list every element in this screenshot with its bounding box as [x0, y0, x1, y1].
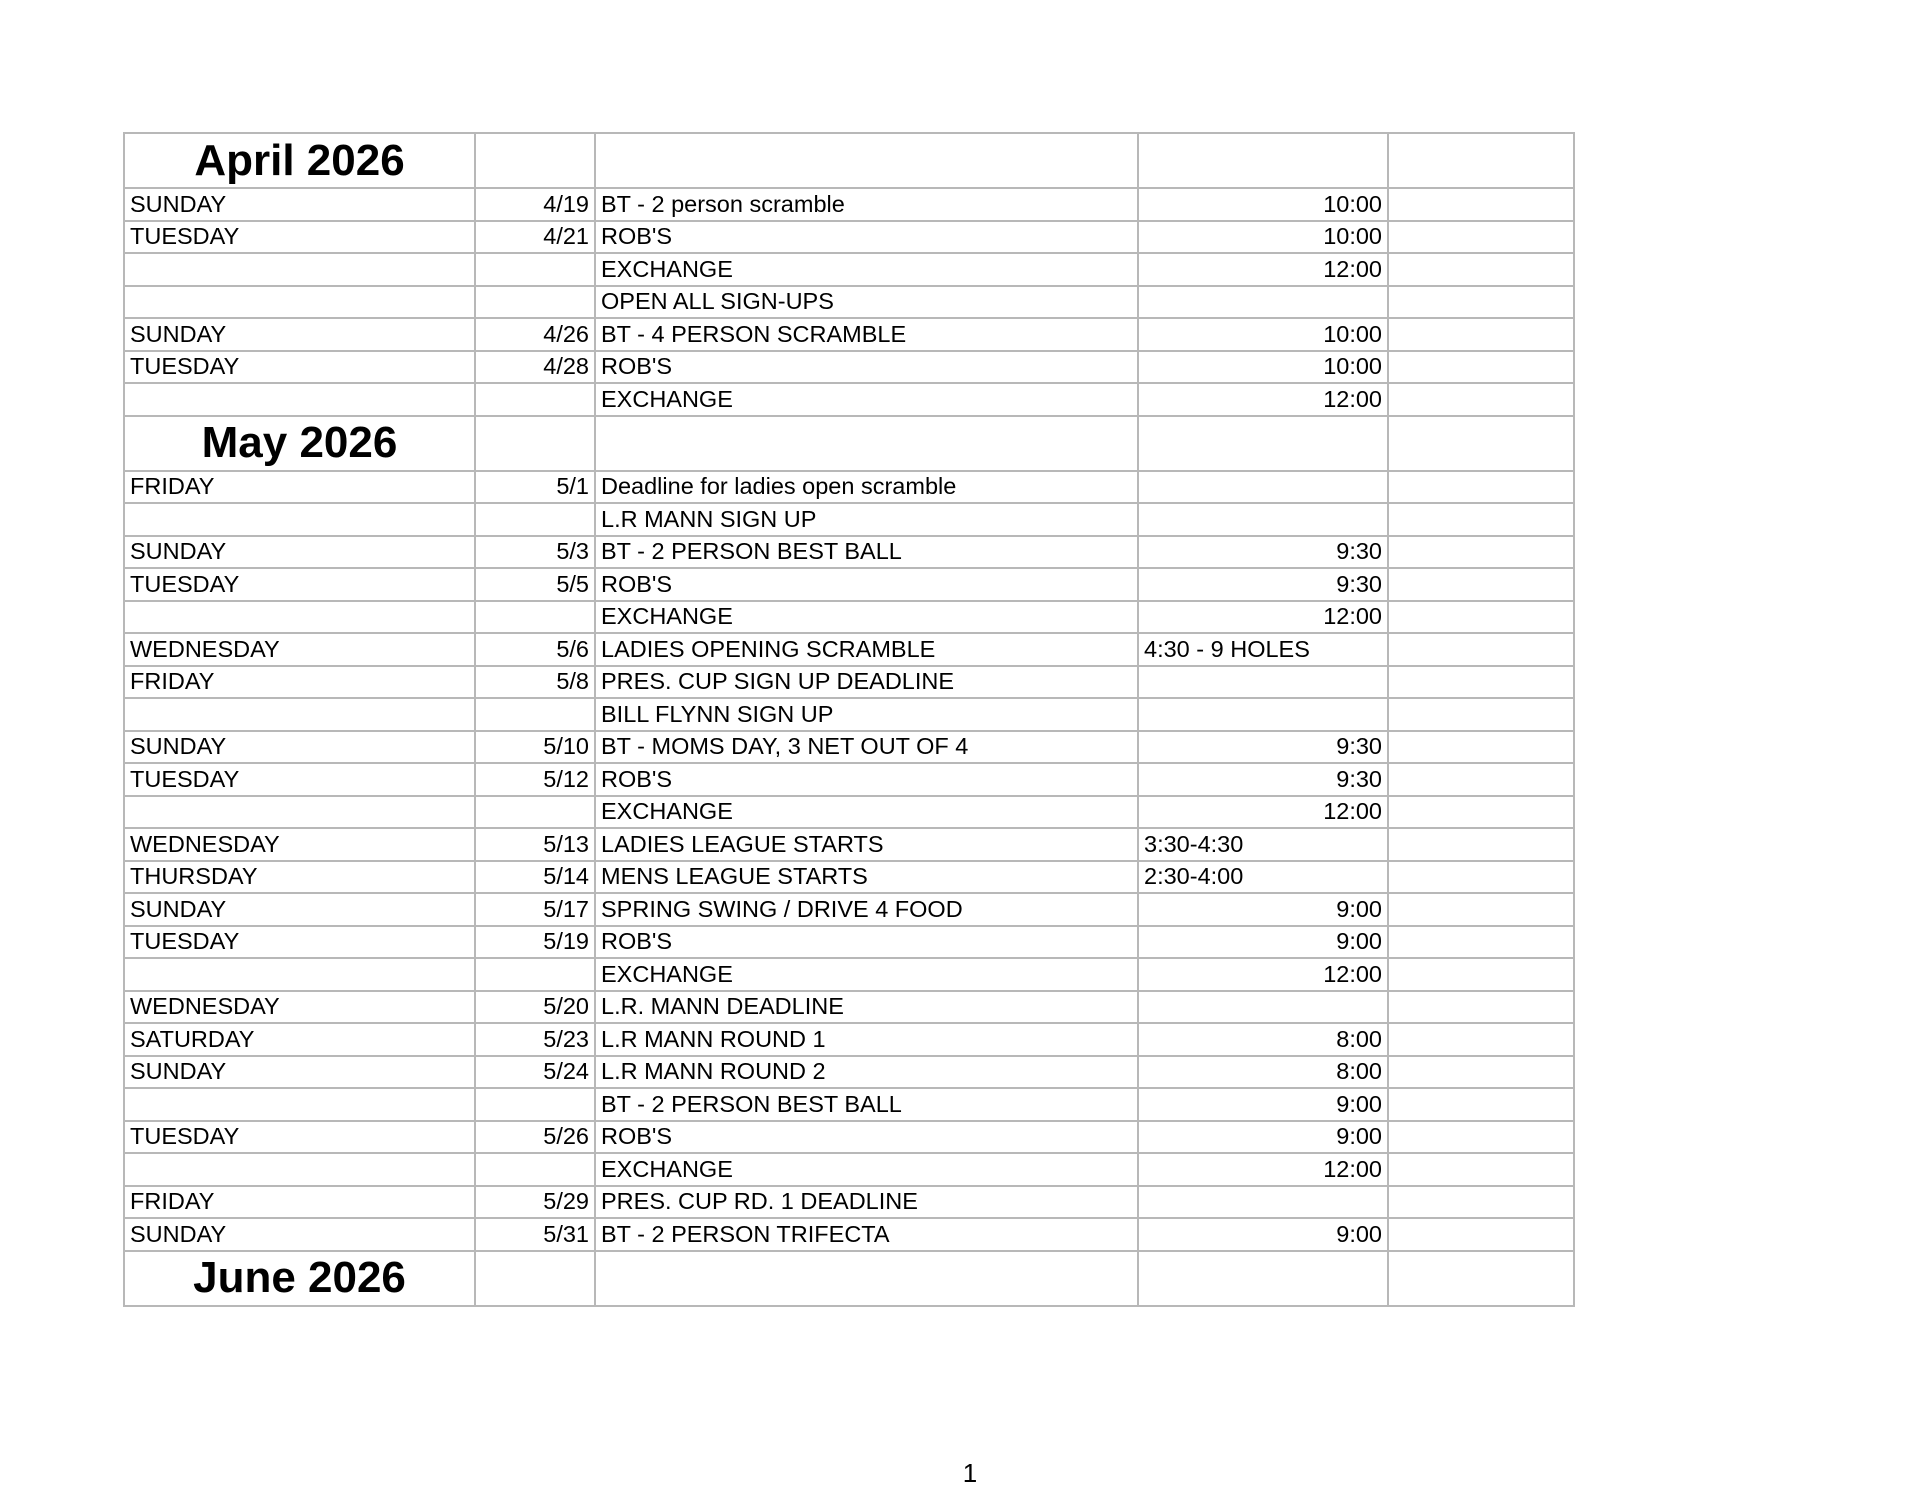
- date-cell: 5/6: [475, 633, 595, 666]
- schedule-row: [124, 1121, 1574, 1154]
- event-cell: OPEN ALL SIGN-UPS: [595, 286, 1138, 319]
- day-cell: FRIDAY: [124, 1186, 475, 1219]
- date-cell: 5/10: [475, 731, 595, 764]
- day-cell: FRIDAY: [124, 666, 475, 699]
- schedule-row: [124, 286, 1574, 319]
- empty-cell: [1388, 568, 1574, 601]
- schedule-row: [124, 1056, 1574, 1089]
- schedule-row: [124, 351, 1574, 384]
- schedule-row: [124, 796, 1574, 829]
- day-cell: [124, 253, 475, 286]
- empty-cell: [1388, 796, 1574, 829]
- time-cell: 3:30-4:30: [1138, 828, 1388, 861]
- month-title: April 2026: [124, 133, 475, 188]
- day-cell: TUESDAY: [124, 221, 475, 254]
- empty-cell: [1388, 828, 1574, 861]
- event-cell: EXCHANGE: [595, 1153, 1138, 1186]
- day-cell: [124, 503, 475, 536]
- schedule-row: [124, 926, 1574, 959]
- event-cell: L.R. MANN DEADLINE: [595, 991, 1138, 1024]
- date-cell: 5/5: [475, 568, 595, 601]
- schedule-row: [124, 1023, 1574, 1056]
- time-cell: 4:30 - 9 HOLES: [1138, 633, 1388, 666]
- time-cell: 12:00: [1138, 253, 1388, 286]
- time-cell: [1138, 471, 1388, 504]
- time-cell: [1138, 991, 1388, 1024]
- schedule-table-body: [124, 133, 1574, 1306]
- date-cell: 5/20: [475, 991, 595, 1024]
- day-cell: [124, 958, 475, 991]
- empty-cell: [1388, 1056, 1574, 1089]
- time-cell: 12:00: [1138, 796, 1388, 829]
- empty-cell: [1388, 1121, 1574, 1154]
- empty-cell: [1388, 601, 1574, 634]
- time-cell: [1138, 286, 1388, 319]
- event-cell: EXCHANGE: [595, 601, 1138, 634]
- time-cell: 9:30: [1138, 568, 1388, 601]
- day-cell: SUNDAY: [124, 318, 475, 351]
- empty-cell: [1388, 763, 1574, 796]
- empty-cell: [475, 416, 595, 471]
- date-cell: 4/21: [475, 221, 595, 254]
- time-cell: 10:00: [1138, 351, 1388, 384]
- date-cell: 5/17: [475, 893, 595, 926]
- date-cell: 4/19: [475, 188, 595, 221]
- month-header-row: [124, 133, 1574, 188]
- date-cell: [475, 1088, 595, 1121]
- event-cell: EXCHANGE: [595, 958, 1138, 991]
- event-cell: ROB'S: [595, 926, 1138, 959]
- empty-cell: [1138, 133, 1388, 188]
- empty-cell: [1388, 666, 1574, 699]
- time-cell: [1138, 698, 1388, 731]
- date-cell: [475, 253, 595, 286]
- date-cell: 4/26: [475, 318, 595, 351]
- date-cell: [475, 1153, 595, 1186]
- empty-cell: [1388, 318, 1574, 351]
- event-cell: Deadline for ladies open scramble: [595, 471, 1138, 504]
- schedule-row: [124, 1153, 1574, 1186]
- time-cell: [1138, 503, 1388, 536]
- event-cell: EXCHANGE: [595, 253, 1138, 286]
- date-cell: 5/23: [475, 1023, 595, 1056]
- date-cell: 5/8: [475, 666, 595, 699]
- day-cell: WEDNESDAY: [124, 633, 475, 666]
- date-cell: 5/12: [475, 763, 595, 796]
- empty-cell: [1388, 503, 1574, 536]
- day-cell: TUESDAY: [124, 1121, 475, 1154]
- page-number: 1: [962, 1458, 978, 1488]
- empty-cell: [1388, 698, 1574, 731]
- schedule-row: [124, 666, 1574, 699]
- time-cell: 9:30: [1138, 763, 1388, 796]
- time-cell: 9:00: [1138, 1218, 1388, 1251]
- time-cell: 9:00: [1138, 1121, 1388, 1154]
- schedule-row: [124, 633, 1574, 666]
- empty-cell: [1388, 471, 1574, 504]
- day-cell: SUNDAY: [124, 1218, 475, 1251]
- schedule-row: [124, 1218, 1574, 1251]
- day-cell: SUNDAY: [124, 536, 475, 569]
- empty-cell: [475, 133, 595, 188]
- schedule-row: [124, 601, 1574, 634]
- empty-cell: [1388, 861, 1574, 894]
- schedule-row: [124, 828, 1574, 861]
- empty-cell: [1388, 416, 1574, 471]
- event-cell: SPRING SWING / DRIVE 4 FOOD: [595, 893, 1138, 926]
- empty-cell: [1388, 926, 1574, 959]
- schedule-row: [124, 221, 1574, 254]
- event-cell: BT - 4 PERSON SCRAMBLE: [595, 318, 1138, 351]
- day-cell: [124, 1153, 475, 1186]
- schedule-row: [124, 253, 1574, 286]
- event-cell: EXCHANGE: [595, 383, 1138, 416]
- date-cell: 5/24: [475, 1056, 595, 1089]
- time-cell: 12:00: [1138, 1153, 1388, 1186]
- date-cell: [475, 503, 595, 536]
- event-cell: L.R MANN SIGN UP: [595, 503, 1138, 536]
- empty-cell: [1388, 286, 1574, 319]
- event-cell: ROB'S: [595, 351, 1138, 384]
- date-cell: 5/31: [475, 1218, 595, 1251]
- time-cell: 9:00: [1138, 926, 1388, 959]
- empty-cell: [475, 1251, 595, 1306]
- event-cell: BT - 2 PERSON BEST BALL: [595, 1088, 1138, 1121]
- event-cell: BT - 2 PERSON TRIFECTA: [595, 1218, 1138, 1251]
- empty-cell: [1388, 221, 1574, 254]
- date-cell: 5/14: [475, 861, 595, 894]
- date-cell: [475, 286, 595, 319]
- event-cell: EXCHANGE: [595, 796, 1138, 829]
- event-cell: ROB'S: [595, 221, 1138, 254]
- empty-cell: [1388, 1186, 1574, 1219]
- empty-cell: [595, 133, 1138, 188]
- schedule-row: [124, 536, 1574, 569]
- empty-cell: [1388, 958, 1574, 991]
- event-cell: ROB'S: [595, 1121, 1138, 1154]
- day-cell: TUESDAY: [124, 926, 475, 959]
- day-cell: [124, 383, 475, 416]
- schedule-row: [124, 383, 1574, 416]
- empty-cell: [1138, 416, 1388, 471]
- empty-cell: [1388, 991, 1574, 1024]
- day-cell: TUESDAY: [124, 568, 475, 601]
- day-cell: SUNDAY: [124, 731, 475, 764]
- time-cell: 12:00: [1138, 958, 1388, 991]
- schedule-row: [124, 1088, 1574, 1121]
- date-cell: 5/3: [475, 536, 595, 569]
- day-cell: [124, 601, 475, 634]
- event-cell: ROB'S: [595, 568, 1138, 601]
- date-cell: [475, 958, 595, 991]
- day-cell: WEDNESDAY: [124, 991, 475, 1024]
- time-cell: 10:00: [1138, 188, 1388, 221]
- month-header-row: [124, 416, 1574, 471]
- month-header-row: [124, 1251, 1574, 1306]
- event-cell: PRES. CUP RD. 1 DEADLINE: [595, 1186, 1138, 1219]
- time-cell: 2:30-4:00: [1138, 861, 1388, 894]
- schedule-row: [124, 188, 1574, 221]
- empty-cell: [1388, 133, 1574, 188]
- day-cell: WEDNESDAY: [124, 828, 475, 861]
- day-cell: THURSDAY: [124, 861, 475, 894]
- schedule-table: [123, 132, 1575, 1307]
- time-cell: [1138, 1186, 1388, 1219]
- time-cell: 10:00: [1138, 318, 1388, 351]
- schedule-row: [124, 893, 1574, 926]
- month-title: June 2026: [124, 1251, 475, 1306]
- empty-cell: [1388, 253, 1574, 286]
- time-cell: 12:00: [1138, 601, 1388, 634]
- time-cell: 10:00: [1138, 221, 1388, 254]
- day-cell: FRIDAY: [124, 471, 475, 504]
- event-cell: BT - 2 PERSON BEST BALL: [595, 536, 1138, 569]
- month-title: May 2026: [124, 416, 475, 471]
- event-cell: BT - MOMS DAY, 3 NET OUT OF 4: [595, 731, 1138, 764]
- empty-cell: [1388, 1088, 1574, 1121]
- schedule-row: [124, 861, 1574, 894]
- day-cell: SATURDAY: [124, 1023, 475, 1056]
- schedule-row: [124, 763, 1574, 796]
- schedule-row: [124, 318, 1574, 351]
- time-cell: 12:00: [1138, 383, 1388, 416]
- event-cell: BILL FLYNN SIGN UP: [595, 698, 1138, 731]
- event-cell: BT - 2 person scramble: [595, 188, 1138, 221]
- day-cell: [124, 286, 475, 319]
- date-cell: 5/1: [475, 471, 595, 504]
- day-cell: TUESDAY: [124, 763, 475, 796]
- empty-cell: [595, 416, 1138, 471]
- schedule-row: [124, 471, 1574, 504]
- schedule-row: [124, 731, 1574, 764]
- empty-cell: [1388, 383, 1574, 416]
- schedule-row: [124, 958, 1574, 991]
- day-cell: SUNDAY: [124, 893, 475, 926]
- empty-cell: [1138, 1251, 1388, 1306]
- day-cell: [124, 698, 475, 731]
- event-cell: L.R MANN ROUND 1: [595, 1023, 1138, 1056]
- date-cell: [475, 383, 595, 416]
- date-cell: [475, 796, 595, 829]
- date-cell: 5/29: [475, 1186, 595, 1219]
- empty-cell: [1388, 633, 1574, 666]
- time-cell: 9:00: [1138, 893, 1388, 926]
- date-cell: 5/13: [475, 828, 595, 861]
- event-cell: MENS LEAGUE STARTS: [595, 861, 1138, 894]
- schedule-row: [124, 503, 1574, 536]
- time-cell: 9:30: [1138, 731, 1388, 764]
- time-cell: 9:30: [1138, 536, 1388, 569]
- time-cell: 8:00: [1138, 1023, 1388, 1056]
- empty-cell: [1388, 893, 1574, 926]
- empty-cell: [1388, 1023, 1574, 1056]
- event-cell: L.R MANN ROUND 2: [595, 1056, 1138, 1089]
- empty-cell: [1388, 351, 1574, 384]
- time-cell: 8:00: [1138, 1056, 1388, 1089]
- time-cell: [1138, 666, 1388, 699]
- date-cell: 4/28: [475, 351, 595, 384]
- date-cell: [475, 601, 595, 634]
- schedule-row: [124, 568, 1574, 601]
- day-cell: [124, 1088, 475, 1121]
- day-cell: TUESDAY: [124, 351, 475, 384]
- event-cell: ROB'S: [595, 763, 1138, 796]
- empty-cell: [1388, 188, 1574, 221]
- schedule-row: [124, 1186, 1574, 1219]
- day-cell: SUNDAY: [124, 188, 475, 221]
- event-cell: LADIES OPENING SCRAMBLE: [595, 633, 1138, 666]
- empty-cell: [1388, 1251, 1574, 1306]
- time-cell: 9:00: [1138, 1088, 1388, 1121]
- empty-cell: [1388, 1218, 1574, 1251]
- empty-cell: [1388, 731, 1574, 764]
- day-cell: SUNDAY: [124, 1056, 475, 1089]
- day-cell: [124, 796, 475, 829]
- event-cell: LADIES LEAGUE STARTS: [595, 828, 1138, 861]
- schedule-row: [124, 991, 1574, 1024]
- empty-cell: [1388, 1153, 1574, 1186]
- event-cell: PRES. CUP SIGN UP DEADLINE: [595, 666, 1138, 699]
- date-cell: 5/26: [475, 1121, 595, 1154]
- date-cell: [475, 698, 595, 731]
- date-cell: 5/19: [475, 926, 595, 959]
- empty-cell: [595, 1251, 1138, 1306]
- schedule-row: [124, 698, 1574, 731]
- empty-cell: [1388, 536, 1574, 569]
